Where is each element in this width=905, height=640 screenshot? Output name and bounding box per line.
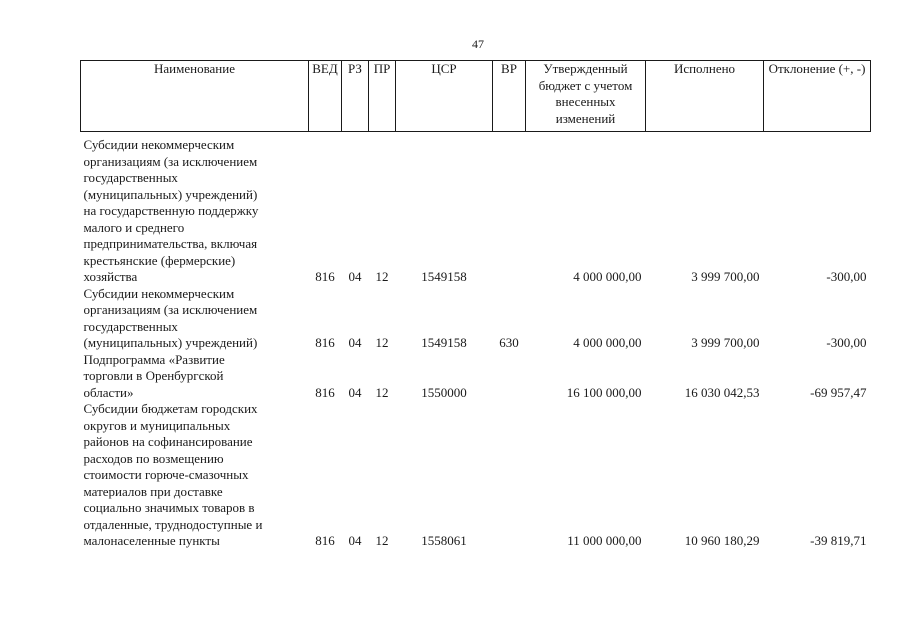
row-csr: 1558061 (421, 533, 467, 548)
row-executed: 16 030 042,53 (684, 384, 760, 400)
row-ved: 816 (315, 269, 335, 284)
header-pr: ПР (369, 61, 396, 132)
table-header (81, 61, 871, 132)
header-row (81, 61, 871, 132)
row-rz: 04 (348, 269, 362, 284)
row-approved: 11 000 000,00 (567, 533, 642, 548)
row-pr: 12 (375, 335, 389, 350)
report-table-container (80, 60, 870, 550)
row-deviation: -300,00 (826, 269, 867, 284)
row-pr: 12 (375, 533, 389, 548)
row-ved: 816 (315, 384, 335, 400)
row-deviation: -69 957,47 (810, 384, 867, 400)
header-ved: ВЕД (309, 61, 342, 132)
budget-execution-table (80, 60, 871, 550)
row-name: Подпрограмма «Развитие торговли в Оренбургской области» (83, 351, 225, 400)
row-name: Субсидии некоммерческим организациям (за исключением государственных (муниципальных) учреждений) (83, 285, 258, 350)
table-row (81, 132, 871, 286)
row-executed: 3 999 700,00 (691, 269, 760, 284)
row-vr: 630 (499, 335, 519, 350)
row-rz: 04 (348, 384, 362, 400)
row-approved: 4 000 000,00 (573, 335, 642, 350)
row-name: Субсидии некоммерческим организациям (за исключением государственных (муниципальных) учреждений) на государственную поддержку малого и среднего предпринимательства, включая крестьянские (фермерские) хозяйства (83, 137, 259, 284)
row-ved: 816 (315, 533, 335, 548)
header-csr: ЦСР (396, 61, 493, 132)
row-ved: 816 (315, 335, 335, 350)
row-rz: 04 (348, 533, 362, 548)
header-executed: Исполнено (646, 61, 764, 132)
table-body (81, 132, 871, 550)
row-deviation: -39 819,71 (810, 533, 867, 548)
header-approved: Утвержденный бюджет с учетом внесенных изменений (526, 61, 646, 132)
row-approved: 16 100 000,00 (566, 384, 642, 400)
row-vr (493, 352, 526, 402)
row-approved: 4 000 000,00 (573, 269, 642, 284)
row-vr (493, 401, 526, 550)
header-name: Наименование (81, 61, 309, 132)
header-vr: ВР (493, 61, 526, 132)
header-rz: РЗ (342, 61, 369, 132)
table-row (81, 401, 871, 550)
header-deviation: Отклонение (+, -) (764, 61, 871, 132)
row-csr: 1549158 (421, 269, 467, 284)
row-rz: 04 (348, 335, 362, 350)
row-vr (493, 132, 526, 286)
page-number: 47 (472, 37, 484, 51)
row-csr: 1549158 (421, 335, 467, 350)
row-executed: 3 999 700,00 (691, 335, 760, 350)
table-row (81, 286, 871, 352)
row-executed: 10 960 180,29 (684, 533, 760, 548)
row-pr: 12 (375, 269, 389, 284)
row-deviation: -300,00 (826, 335, 867, 350)
row-pr: 12 (375, 384, 389, 400)
row-csr: 1550000 (421, 384, 467, 400)
row-name: Субсидии бюджетам городских округов и муниципальных районов на софинансирование расходов по возмещению стоимости горюче-смазочных материалов при доставке социально значимых товаров в отдаленные, труднодоступные и малонаселенные пункты (83, 401, 263, 548)
table-row (81, 352, 871, 402)
